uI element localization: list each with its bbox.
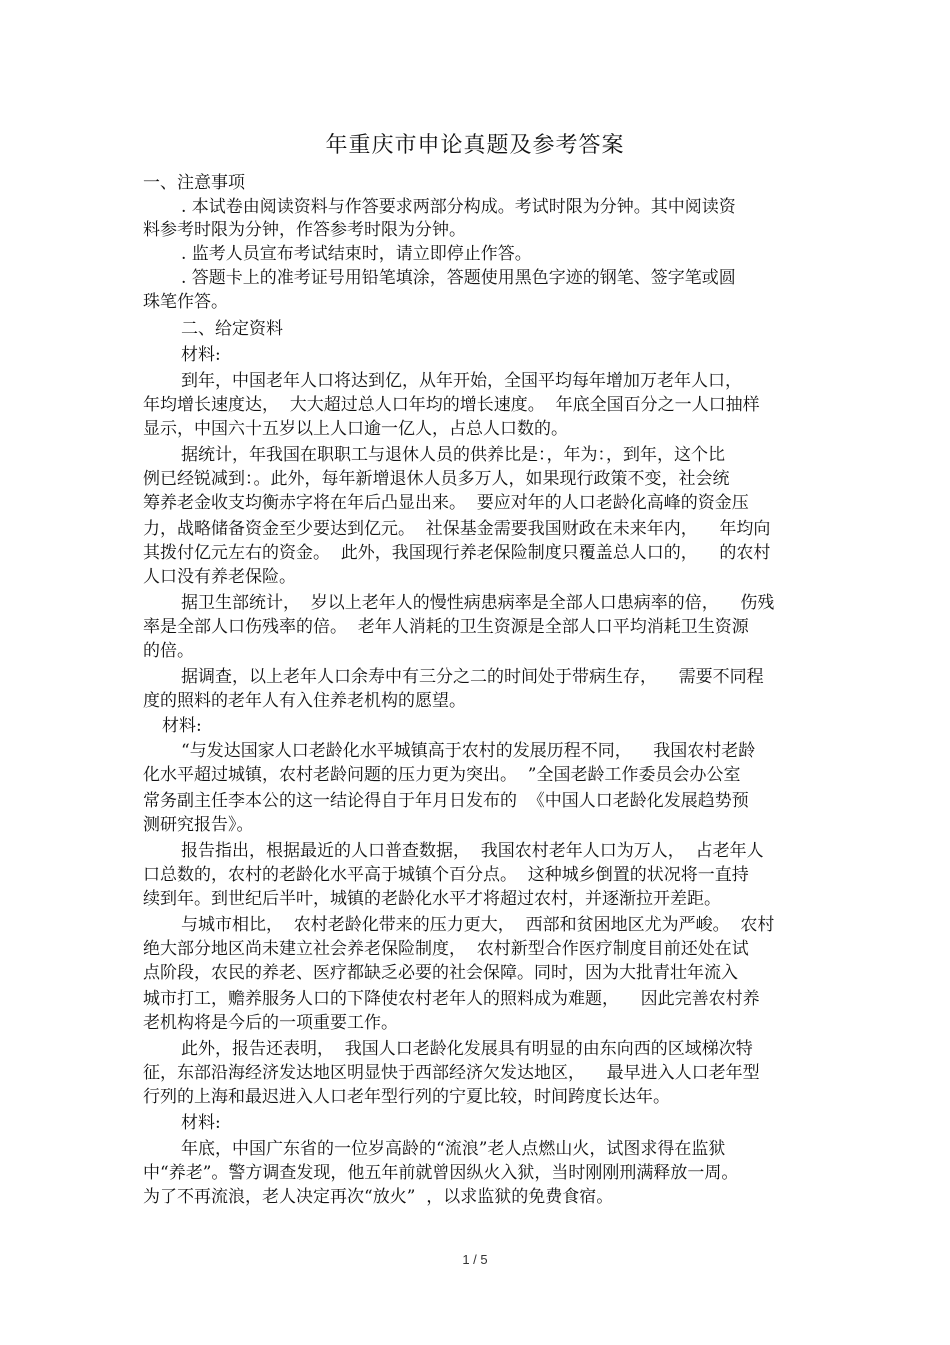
material-label: 材料: xyxy=(162,716,202,736)
text-line: 测研究报告》。 xyxy=(143,815,254,835)
text-line: 例已经锐减到：。此外，每年新增退休人员多万人，如果现行政策不变，社会统 xyxy=(143,469,730,489)
text-line: 城市打工，赡养服务人口的下降使农村老年人的照料成为难题， 因此完善农村养 xyxy=(143,989,760,1009)
text-line: 料参考时限为分钟，作答参考时限为分钟。 xyxy=(143,220,466,240)
material-label: 材料: xyxy=(181,345,221,365)
text-line: 显示，中国六十五岁以上人口逾一亿人，占总人口数的。 xyxy=(143,419,568,439)
section-heading-notes: 一、注意事项 xyxy=(143,173,245,193)
text-line: 征，东部沿海经济发达地区明显快于西部经济欠发达地区， 最早进入人口老年型 xyxy=(143,1063,760,1083)
text-line: 此外，报告还表明， 我国人口老龄化发展具有明显的由东向西的区域梯次特 xyxy=(181,1039,753,1059)
text-line: 报告指出，根据最近的人口普查数据， 我国农村老年人口为万人， 占老年人 xyxy=(181,841,764,861)
page-indicator: 1 / 5 xyxy=(462,1252,488,1267)
document-title: 年重庆市申论真题及参考答案 xyxy=(325,133,625,158)
text-line: 人口没有养老保险。 xyxy=(143,567,296,587)
text-line: 年均增长速度达， 大大超过总人口年均的增长速度。 年底全国百分之一人口抽样 xyxy=(143,395,760,415)
text-line: 口总数的，农村的老龄化水平高于城镇个百分点。 这种城乡倒置的状况将一直持 xyxy=(143,865,749,885)
text-line: 年底，中国广东省的一位岁高龄的“流浪”老人点燃山火，试图求得在监狱 xyxy=(181,1139,726,1159)
material-label: 材料: xyxy=(181,1113,221,1133)
text-line: “与发达国家人口老龄化水平城镇高于农村的发展历程不同， 我国农村老龄 xyxy=(181,741,756,761)
text-line: 率是全部人口伤残率的倍。 老年人消耗的卫生资源是全部人口平均消耗卫生资源 xyxy=(143,617,749,637)
text-line: 绝大部分地区尚未建立社会养老保险制度， 农村新型合作医疗制度目前还处在试 xyxy=(143,939,749,959)
text-line: 筹养老金收支均衡赤字将在年后凸显出来。 要应对年的人口老龄化高峰的资金压 xyxy=(143,493,749,513)
text-line: . 本试卷由阅读资料与作答要求两部分构成。考试时限为分钟。其中阅读资 xyxy=(181,197,736,217)
text-line: 力，战略储备资金至少要达到亿元。 社保基金需要我国财政在未来年内， 年均向 xyxy=(143,519,771,539)
text-line: 据卫生部统计， 岁以上老年人的慢性病患病率是全部人口患病率的倍， 伤残 xyxy=(181,593,775,613)
text-line: . 监考人员宣布考试结束时，请立即停止作答。 xyxy=(181,244,532,264)
text-line: . 答题卡上的准考证号用铅笔填涂，答题使用黑色字迹的钢笔、签字笔或圆 xyxy=(181,268,736,288)
text-line: 据调查，以上老年人口余寿中有三分之二的时间处于带病生存， 需要不同程 xyxy=(181,667,764,687)
text-line: 到年，中国老年人口将达到亿，从年开始，全国平均每年增加万老年人口， xyxy=(181,371,742,391)
section-heading-materials: 二、给定资料 xyxy=(181,319,283,339)
text-line: 的倍。 xyxy=(143,641,194,661)
text-line: 中“养老”。警方调查发现，他五年前就曾因纵火入狱，当时刚刚刑满释放一周。 xyxy=(143,1163,739,1183)
text-line: 与城市相比， 农村老龄化带来的压力更大， 西部和贫困地区尤为严峻。 农村 xyxy=(181,915,775,935)
text-line: 珠笔作答。 xyxy=(143,292,228,312)
text-line: 续到年。到世纪后半叶，城镇的老龄化水平才将超过农村，并逐渐拉开差距。 xyxy=(143,889,721,909)
text-line: 点阶段，农民的养老、医疗都缺乏必要的社会保障。同时，因为大批青壮年流入 xyxy=(143,963,738,983)
text-line: 度的照料的老年人有入住养老机构的愿望。 xyxy=(143,691,466,711)
text-line: 常务副主任李本公的这一结论得自于年月日发布的 《中国人口老龄化发展趋势预 xyxy=(143,791,749,811)
text-line: 为了不再流浪，老人决定再次“放火” ，以求监狱的免费食宿。 xyxy=(143,1187,614,1207)
text-line: 据统计，年我国在职职工与退休人员的供养比是：，年为：，到年，这个比 xyxy=(181,445,725,465)
text-line: 其拨付亿元左右的资金。 此外，我国现行养老保险制度只覆盖总人口的， 的农村 xyxy=(143,543,771,563)
text-line: 老机构将是今后的一项重要工作。 xyxy=(143,1013,398,1033)
text-line: 化水平超过城镇，农村老龄问题的压力更为突出。 ”全国老龄工作委员会办公室 xyxy=(143,765,741,785)
text-line: 行列的上海和最迟进入人口老年型行列的宁夏比较，时间跨度长达年。 xyxy=(143,1087,670,1107)
